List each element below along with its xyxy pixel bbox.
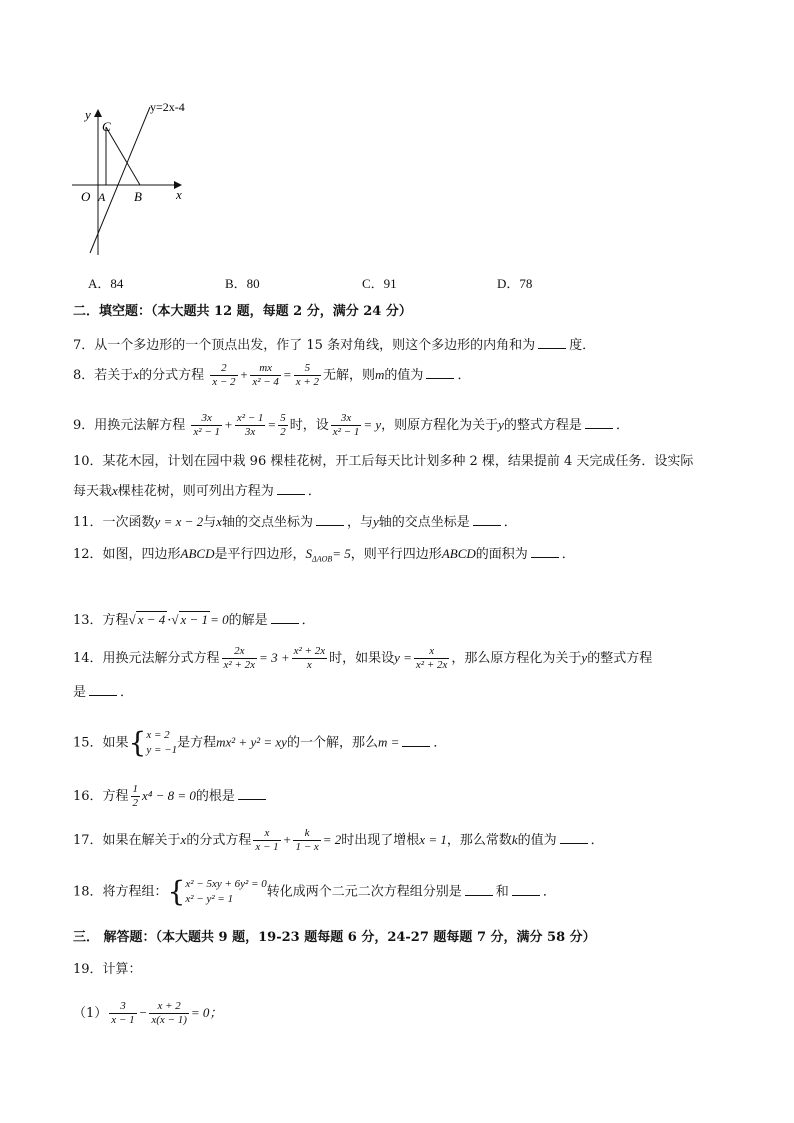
y-axis-label: y xyxy=(85,107,91,122)
question-14-line-2: 是 ． xyxy=(73,685,134,700)
question-17: 17．如果在解关于x的分式方程 $\frac{x}{x - 1}$ + $\frac{k}{1 - x}$ = 2时出现了增根x = 1，那么常数k的值为 ． xyxy=(73,827,604,853)
q18-blank-1 xyxy=(465,883,493,896)
question-11: 11．一次函数y = x − 2与x轴的交点坐标为 ，与y轴的交点坐标是 ． xyxy=(73,514,517,530)
q8-mid: 的分式方程 xyxy=(139,368,205,383)
q8-post2: 的值为 xyxy=(384,368,424,383)
q11-blank-2 xyxy=(473,513,501,526)
q8-fraction-1: $\frac{2}{x - 2}$ xyxy=(212,362,236,388)
origin-label: O xyxy=(81,189,91,204)
x-axis-label: x xyxy=(176,187,182,202)
question-10-line-1: 10．某花木园，计划在园中栽 96 棵桂花树，开工后每天比计划多种 2 棵，结果提前 4 天完成任务．设实际 xyxy=(73,454,694,469)
q9-fraction-1: $\frac{3x}{\text{x² − 1}}$ xyxy=(193,412,221,438)
q16-fraction: $\frac{1}{2}$ xyxy=(132,783,139,809)
q8-pre: 8．若关于 xyxy=(73,368,134,383)
q9-fraction-4: $\frac{3x}{\text{x² − 1}}$ xyxy=(332,412,360,438)
q17-fraction-1: $\frac{x}{x - 1}$ xyxy=(255,827,279,853)
question-19-part-1: （1） $\frac{3}{x - 1}$ − $\frac{x + 2}{x(x - 1)}$ = 0； xyxy=(73,1000,223,1026)
q7-text: 7．从一个多边形的一个顶点出发，作了 15 条对角线，则这个多边形的内角和为 xyxy=(73,338,536,353)
segment-cb xyxy=(106,127,140,185)
q8-var-x: x xyxy=(133,367,140,382)
question-8: 8．若关于x的分式方程 $\frac{2}{x - 2}$ + $\frac{mx}{\text{x² − 4}}$ = $\frac{5}{x + 2}$ 无解，则m的值为 ． xyxy=(73,362,471,388)
question-16: 16．方程 $\frac{1}{2}$ x⁴ − 8 = 0的根是 xyxy=(73,783,269,810)
q11-blank-1 xyxy=(316,513,344,526)
q9-blank xyxy=(585,416,613,429)
q9-fraction-3: $\frac{5}{2}$ xyxy=(280,412,286,438)
q18-blank-2 xyxy=(512,883,540,896)
q9-fraction-2: $\frac{\text{x² − 1}}{3x}$ xyxy=(236,412,264,438)
question-19-title: 19．计算： xyxy=(73,962,142,977)
section-3-title: 三． 解答题：（本大题共 9 题，19-23 题每题 6 分，24-27 题每题 7 分，满分 58 分） xyxy=(73,930,596,945)
question-14-line-1: 14．用换元法解分式方程 $\frac{2x}{\text{x² + 2x}}$ = 3 + $\frac{\text{x² + 2x}}{x}$ 时，如果设y = $\frac{x}{\text{x² + 2x}}$ ，那么原方程化为关于y的整式方程 xyxy=(73,645,653,671)
question-13: 13．方程√ x − 4 ·√ x − 1 = 0的解是 ． xyxy=(73,612,315,628)
q18-system: x² − 5xy + 6y² = 0 x² − y² = 1 xyxy=(185,878,267,905)
q8-fraction-2: $\frac{mx}{\text{x² − 4}}$ xyxy=(252,362,279,388)
option-a: A．84 xyxy=(88,276,124,291)
q19-fraction-2: $\frac{x + 2}{x(x - 1)}$ xyxy=(151,1000,187,1026)
y-axis-arrow-icon xyxy=(94,109,102,117)
q7-blank xyxy=(538,336,566,349)
q16-blank xyxy=(238,787,266,800)
q15-system: x = 2 y = −1 xyxy=(146,729,178,756)
point-c-label: C xyxy=(102,119,111,134)
question-15: 15．如果{ x = 2 y = −1 是方程mx² + y² = xy的一个解，那么m = ． xyxy=(73,726,447,759)
q9-post: ，则原方程化为关于 xyxy=(381,418,499,433)
point-b-label: B xyxy=(134,189,142,204)
question-9: 9．用换元法解方程 $\frac{3x}{\text{x² − 1}}$ + $\frac{\text{x² − 1}}{3x}$ = $\frac{5}{2}$ 时，设 $\frac{3x}{\text{x² − 1}}$ = y，则原方程化为关于y的整式方程是 ． xyxy=(73,412,629,438)
q10-blank xyxy=(277,482,305,495)
question-12: 12．如图，四边形ABCD是平行四边形，$S_{\Delta AOB}= 5$，则平行四边形ABCD的面积为 ． xyxy=(73,546,575,564)
point-a-label: A xyxy=(98,190,106,204)
option-d: D．78 xyxy=(497,276,533,291)
q7-tail: 度． xyxy=(569,338,596,353)
q14-fraction-2: $\frac{\text{x² + 2x}}{x}$ xyxy=(293,645,326,671)
q17-blank xyxy=(560,831,588,844)
q12-blank xyxy=(531,545,559,558)
section-2-title: 二．填空题：（本大题共 12 题，每题 2 分，满分 24 分） xyxy=(73,304,412,319)
q8-fraction-3: $\frac{5}{x + 2}$ xyxy=(295,362,320,388)
coordinate-figure xyxy=(70,95,200,260)
q9-post2: 的整式方程是 xyxy=(503,418,582,433)
question-10-line-2: 每天栽x棵桂花树，则可列出方程为 ． xyxy=(73,483,321,499)
q9-mid: 时，设 xyxy=(289,418,329,433)
question-7 xyxy=(73,336,595,356)
q8-blank xyxy=(426,366,454,379)
q14-blank xyxy=(89,683,117,696)
q19-fraction-1: $\frac{3}{x - 1}$ xyxy=(111,1000,135,1026)
q14-fraction-1: $\frac{2x}{\text{x² + 2x}}$ xyxy=(223,645,256,671)
q8-var-m: m xyxy=(375,367,385,382)
q17-fraction-2: $\frac{k}{1 - x}$ xyxy=(295,827,319,853)
option-c: C．91 xyxy=(362,276,397,291)
q14-fraction-3: $\frac{x}{\text{x² + 2x}}$ xyxy=(415,645,448,671)
q11-function: y = x − 2 xyxy=(154,514,204,529)
q15-blank xyxy=(402,734,430,747)
question-18: 18．将方程组：{ x² − 5xy + 6y² = 0 x² − y² = 1 转化成两个二元二次方程组分别是 和 ． xyxy=(73,875,556,908)
q8-post: 无解，则 xyxy=(323,368,376,383)
option-b: B．80 xyxy=(225,276,260,291)
line-label: y=2x-4 xyxy=(150,100,185,114)
q13-blank xyxy=(271,611,299,624)
line-y-2x-4 xyxy=(90,107,150,253)
q9-pre: 9．用换元法解方程 xyxy=(73,418,186,433)
